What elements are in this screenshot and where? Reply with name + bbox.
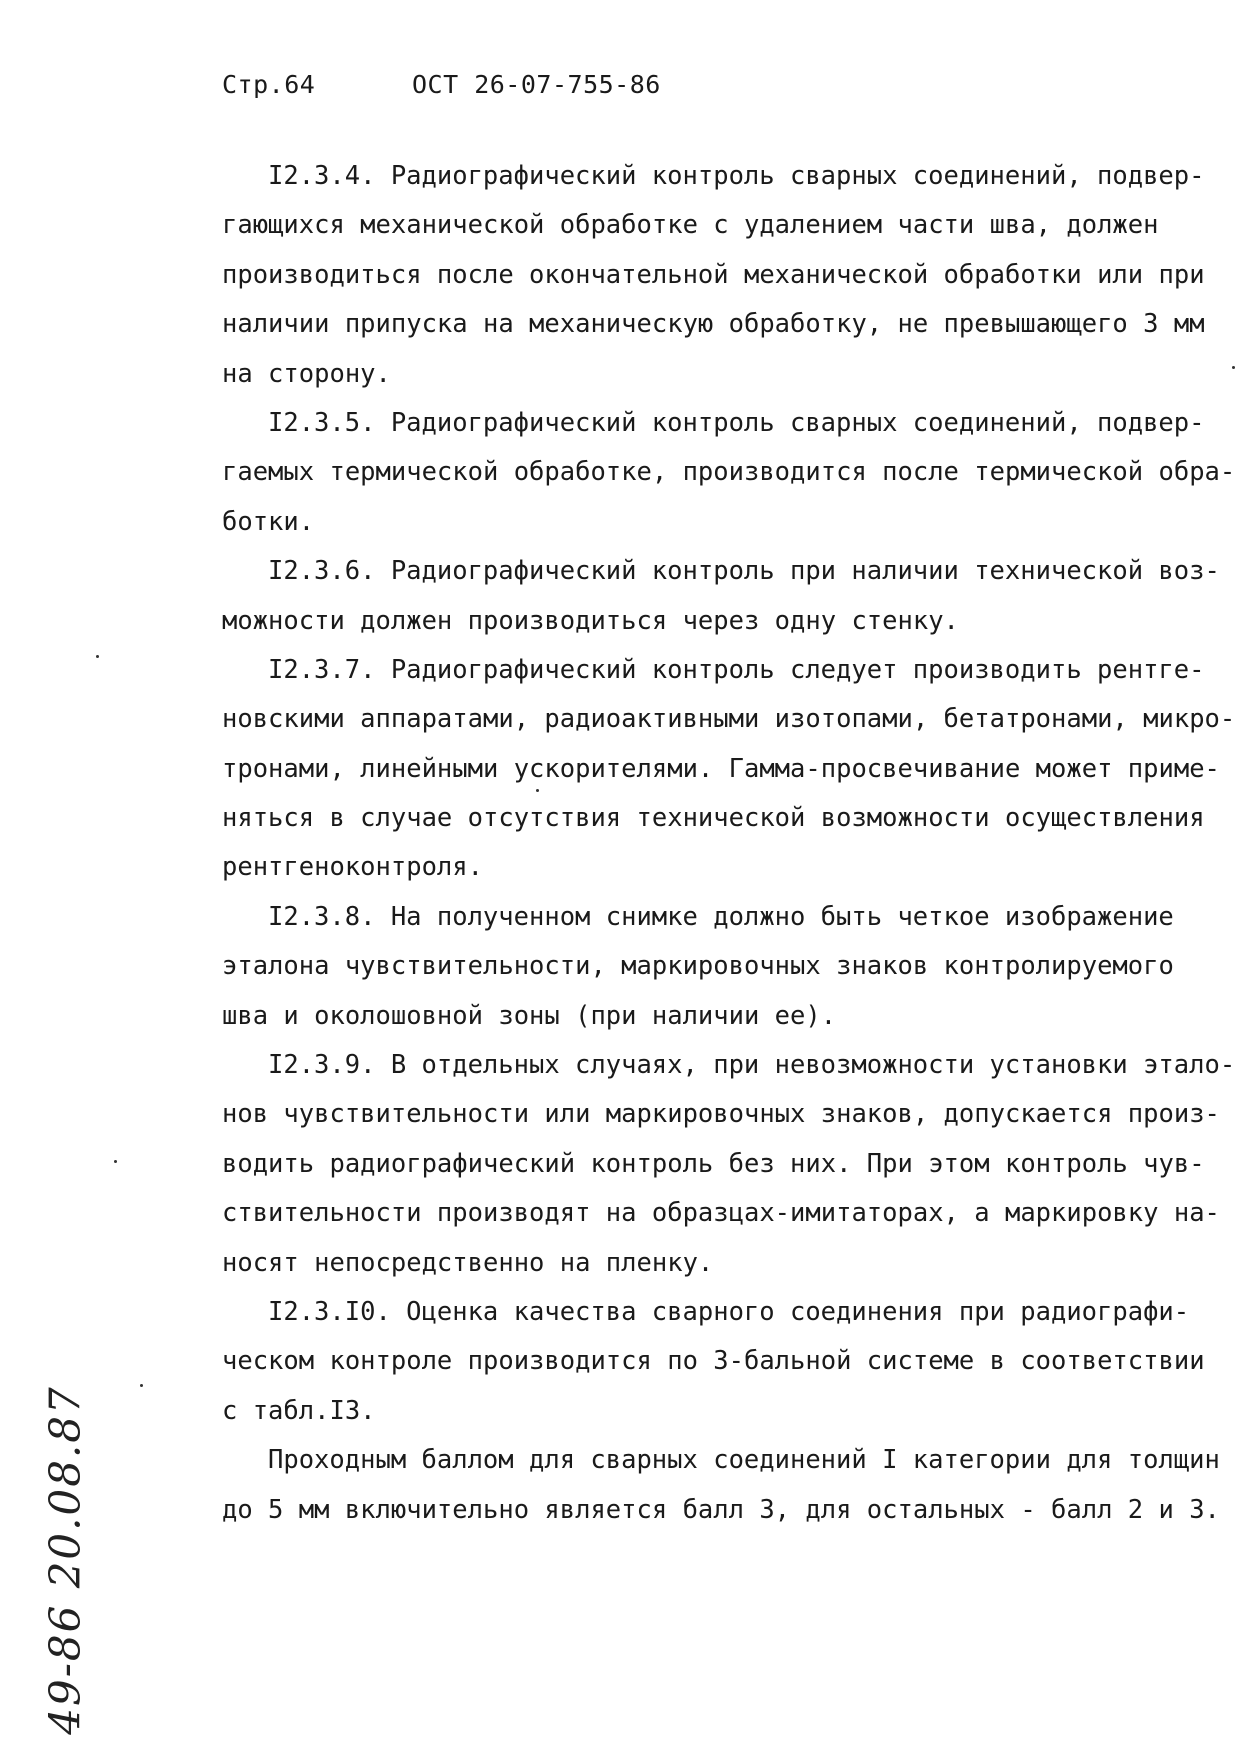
paragraph xyxy=(222,1436,1242,1535)
document-body xyxy=(222,152,1242,1535)
text-line: наличии припуска на механическую обработку, не превышающего 3 мм xyxy=(222,309,1205,340)
scan-speck xyxy=(1232,366,1235,369)
paragraph xyxy=(222,1288,1242,1436)
text-line: I2.3.6. Радиографический контроль при наличии технической воз- xyxy=(268,556,1220,587)
scan-speck xyxy=(536,789,539,792)
scan-speck xyxy=(114,1160,117,1163)
handwritten-margin-note xyxy=(30,1385,100,1735)
scan-speck xyxy=(96,655,99,658)
text-line: с табл.I3. xyxy=(222,1395,376,1426)
text-line: эталона чувствительности, маркировочных знаков контролируемого xyxy=(222,951,1174,982)
paragraph xyxy=(222,1041,1242,1288)
page-number: Стр.64 xyxy=(222,70,316,99)
text-line: Проходным баллом для сварных соединений I категории для толщин xyxy=(268,1445,1220,1476)
text-line: I2.3.9. В отдельных случаях, при невозможности установки этало- xyxy=(268,1050,1236,1081)
paragraph xyxy=(222,152,1242,399)
text-line: ботки. xyxy=(222,506,315,537)
text-line: до 5 мм включительно является балл 3, для остальных - балл 2 и 3. xyxy=(222,1494,1220,1525)
text-line: нов чувствительности или маркировочных знаков, допускается произ- xyxy=(222,1099,1220,1130)
text-line: I2.3.7. Радиографический контроль следует производить рентге- xyxy=(268,654,1205,685)
text-line: ческом контроле производится по 3-бальной системе в соответствии xyxy=(222,1346,1205,1377)
text-line: производиться после окончательной механической обработки или при xyxy=(222,259,1205,290)
paragraph xyxy=(222,646,1242,893)
text-line: I2.3.I0. Оценка качества сварного соединения при радиографи- xyxy=(268,1296,1190,1327)
scan-speck xyxy=(140,1384,143,1387)
paragraph xyxy=(222,547,1242,646)
text-line: I2.3.4. Радиографический контроль сварных соединений, подвер- xyxy=(268,161,1205,191)
text-line: гаемых термической обработке, производится после термической обра- xyxy=(222,457,1236,488)
text-line: гающихся механической обработке с удалением части шва, должен xyxy=(222,210,1159,241)
text-line: можности должен производиться через одну стенку. xyxy=(222,605,959,636)
text-line: I2.3.5. Радиографический контроль сварных соединений, подвер- xyxy=(268,407,1205,438)
standard-number: ОСТ 26-07-755-86 xyxy=(412,70,661,99)
page-header xyxy=(222,70,661,99)
text-line: няться в случае отсутствия технической возможности осуществления xyxy=(222,803,1205,834)
text-line: на сторону. xyxy=(222,358,391,389)
paragraph xyxy=(222,893,1242,1041)
text-line: ствительности производят на образцах-имитаторах, а маркировку на- xyxy=(222,1198,1220,1229)
paragraph xyxy=(222,399,1242,547)
text-line: водить радиографический контроль без них. При этом контроль чув- xyxy=(222,1148,1205,1179)
margin-note-text: 49-86 20.08.87 xyxy=(40,1385,90,1735)
text-line: носят непосредственно на пленку. xyxy=(222,1247,714,1278)
text-line: тронами, линейными ускорителями. Гамма-просвечивание может приме- xyxy=(222,753,1220,784)
text-line: шва и околошовной зоны (при наличии ее). xyxy=(222,1000,837,1031)
text-line: рентгеноконтроля. xyxy=(222,852,483,883)
text-line: I2.3.8. На полученном снимке должно быть четкое изображение xyxy=(268,901,1174,932)
text-line: новскими аппаратами, радиоактивными изотопами, бетатронами, микро- xyxy=(222,704,1236,735)
